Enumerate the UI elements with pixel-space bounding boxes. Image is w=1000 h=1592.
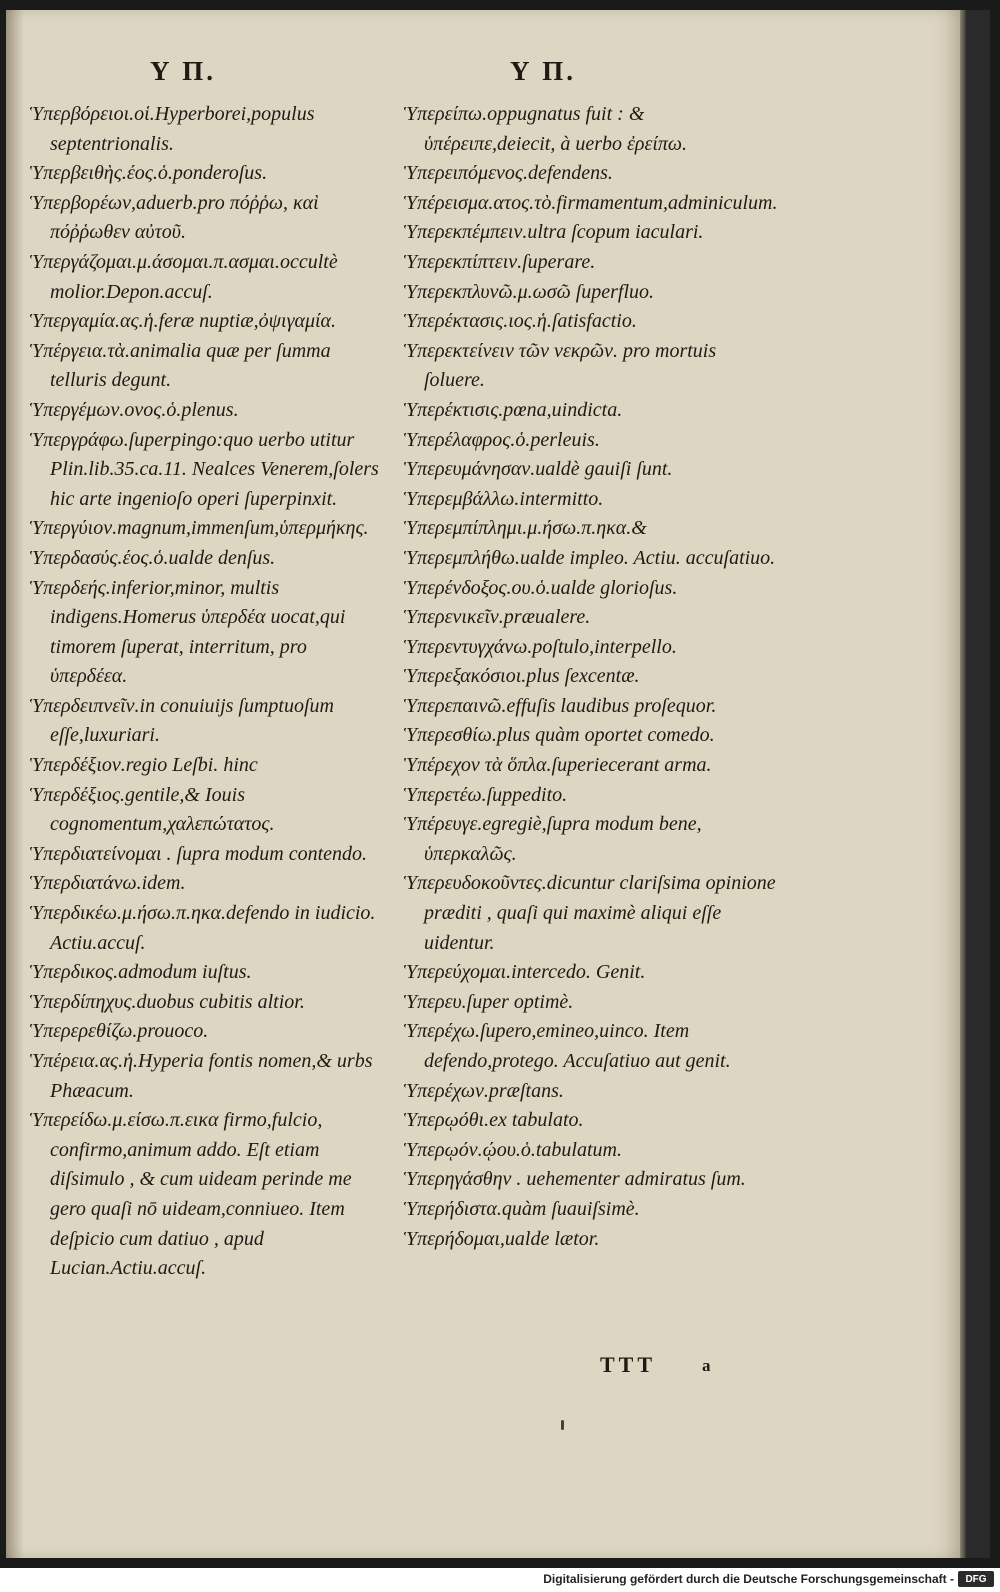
ink-speck [561, 1420, 564, 1430]
dictionary-entry: Ὑπερεκπλυνῶ.μ.ωσῶ ſuperfluo. [404, 280, 655, 303]
footer-bar [0, 1568, 1000, 1592]
dictionary-entry: Ὑπερήδομαι,ualde lætor. [404, 1227, 600, 1250]
dictionary-entry: Ὑπερεύχομαι.intercedo. Genit. [404, 961, 646, 984]
dictionary-entry: Ὑπερετέω.ſuppedito. [404, 783, 568, 806]
dictionary-entry: Ὑπερδίπηχυς.duobus cubitis altior. [30, 990, 305, 1013]
dictionary-entry: Ὑπερῳόν.ῴου.ὁ.tabulatum. [404, 1138, 622, 1161]
dictionary-entry: Ὑπερέχων.præſtans. [404, 1079, 564, 1102]
left-column [30, 100, 382, 1284]
dictionary-entry: Ὑπερδειπνεῖν.in conuiuijs ſumptuoſum eſſe,luxuriari. [30, 694, 334, 747]
dictionary-entry: Ὑπερδικος.admodum iuſtus. [30, 961, 252, 984]
dictionary-entry: Ὑπερήδιστα.quàm ſuauiſsimè. [404, 1197, 640, 1220]
dictionary-entry: Ὑπερεκτείνειν τῶν νεκρῶν. pro mortuis ſoluere. [404, 339, 717, 392]
dictionary-entry: Ὑπερδέξιον.regio Leſbi. hinc [30, 754, 258, 777]
dictionary-entry: Ὑπερευ.ſuper optimè. [404, 990, 574, 1013]
dictionary-entry: Ὑπερένδοξος.ου.ὁ.ualde glorioſus. [404, 576, 678, 599]
dictionary-entry: Ὑπερεσθίω.plus quàm oportet comedo. [404, 724, 715, 747]
dictionary-entry: Ὑπερδικέω.μ.ήσω.π.ηκα.defendo in iudicio. Actiu.accuſ. [30, 902, 376, 954]
dictionary-entry: Ὑπερείπω.oppugnatus fuit : & ὑπέρειπε,deiecit, à uerbo ἐρείπω. [404, 103, 688, 155]
dictionary-entry: Ὑπερευδοκοῦντες.dicuntur clariſsima opinione præditi , quaſi qui maximè aliqui eſſe uidentur. [404, 872, 776, 954]
dictionary-entry: Ὑπεργράφω.ſuperpingo:quo uerbo utitur Plin.lib.35.ca.11. Nealces Venerem,ſolers hic arte ingenioſo operi ſuperpinxit. [30, 428, 379, 510]
dictionary-entry: Ὑπέρεια.ας.ἡ.Hyperia fontis nomen,& urbs Phæacum. [30, 1050, 373, 1102]
dictionary-entry: Ὑπερεκπίπτειν.ſuperare. [404, 250, 596, 273]
dictionary-entry: Ὑπεργάζομαι.μ.άσομαι.π.ασμαι.occultè molior.Depon.accuſ. [30, 250, 338, 303]
page-fold [960, 10, 966, 1558]
right-column [404, 100, 776, 1254]
dictionary-entry: Ὑπερέκτασις.ιος.ἡ.ſatisfactio. [404, 310, 637, 333]
dictionary-entry: Ὑπεργέμων.ονος.ὁ.plenus. [30, 398, 239, 421]
dictionary-entry: Ὑπερείδω.μ.είσω.π.εικα firmo,fulcio, confirmo,animum addo. Eſt etiam diſsimulo , & cum uideam perinde me gero quaſi nō uideam,conniueo. Item deſpicio cum datiuo , apud Lucian.Actiu.accuſ. [30, 1109, 352, 1280]
dictionary-entry: Ὑπερδιατείνομαι . ſupra modum contendo. [30, 842, 368, 865]
dictionary-entry: Ὑπεργύιον.magnum,immenſum,ὑπερμήκης. [30, 517, 369, 540]
dictionary-entry: Ὑπερῳόθι.ex tabulato. [404, 1109, 584, 1132]
dictionary-entry: Ὑπερδασύς.έος.ὁ.ualde denſus. [30, 546, 276, 569]
dfg-logo: DFG [958, 1571, 994, 1587]
dictionary-entry: Ὑπερβειθὴς.έος.ὁ.ponderoſus. [30, 162, 268, 185]
quire-mark: a [702, 1356, 711, 1375]
dictionary-entry: Ὑπερεμβάλλω.intermitto. [404, 487, 604, 510]
dictionary-entry: Ὑπερέλαφρος.ὁ.perleuis. [404, 428, 600, 451]
digitization-credit: Digitalisierung gefördert durch die Deutsche Forschungsgemeinschaft - [543, 1572, 954, 1586]
dictionary-entry: Ὑπέρεισμα.ατος.τὸ.firmamentum,adminiculum. [404, 191, 778, 214]
dictionary-entry: Ὑπέρεχον τὰ ὅπλα.ſuperiecerant arma. [404, 754, 712, 777]
dictionary-entry: Ὑπερδέξιος.gentile,& Iouis cognomentum,χαλεπώτατος. [30, 783, 275, 836]
signature-mark: TTT [600, 1352, 657, 1377]
dictionary-entry: Ὑπερέκτισις.pœna,uindicta. [404, 398, 623, 421]
dictionary-entry: Ὑπερεμπλήθω.ualde impleo. Actiu. accuſatiuo. [404, 546, 776, 569]
dictionary-entry: Ὑπερδεής.inferior,minor, multis indigens.Homerus ὑπερδέα uocat,qui timorem ſuperat, interritum, pro ὑπερδέεα. [30, 576, 346, 688]
dictionary-entry: Ὑπερεκπέμπειν.ultra ſcopum iaculari. [404, 221, 704, 244]
dictionary-entry: Ὑπερενικεῖν.præualere. [404, 606, 591, 629]
dictionary-entry: Ὑπέργεια.τὰ.animalia quæ per ſumma telluris degunt. [30, 339, 331, 392]
dictionary-entry: Ὑπερεξακόσιοι.plus ſexcentæ. [404, 665, 640, 688]
dictionary-entry: Ὑπερεμπίπλημι.μ.ήσω.π.ηκα.& [404, 517, 647, 540]
dictionary-entry: Ὑπερηγάσθην . uehementer admiratus ſum. [404, 1168, 746, 1191]
running-head-left: Υ Π. [150, 56, 216, 86]
dictionary-entry: Ὑπερβόρειοι.οἱ.Hyperborei,populus septentrionalis. [30, 103, 315, 155]
dictionary-entry: Ὑπερειπόμενος.defendens. [404, 162, 613, 185]
page-edge [960, 10, 990, 1558]
dictionary-entry: Ὑπερδιατάνω.idem. [30, 872, 186, 895]
dictionary-entry: Ὑπερερεθίζω.prouoco. [30, 1020, 209, 1043]
dictionary-entry: Ὑπερεπαινῶ.effuſis laudibus proſequor. [404, 694, 717, 717]
dictionary-entry: Ὑπερβορέων,aduerb.pro πόῤῥω, καὶ πόῤῥωθεν αὐτοῦ. [30, 191, 319, 244]
gutter-shadow [6, 10, 24, 1558]
dictionary-entry: Ὑπερευμάνησαν.ualdè gauiſi ſunt. [404, 458, 673, 481]
dictionary-entry: Ὑπεργαμία.ας.ἡ.feræ nuptiæ,ὀψιγαμία. [30, 310, 337, 333]
running-head-right: Υ Π. [510, 56, 576, 86]
dictionary-entry: Ὑπέρευγε.egregiè,ſupra modum bene, ὑπερκαλῶς. [404, 813, 702, 865]
dictionary-entry: Ὑπερέχω.ſupero,emineo,uinco. Item defendo,protego. Accuſatiuo aut genit. [404, 1020, 731, 1072]
dictionary-entry: Ὑπερεντυγχάνω.poſtulo,interpello. [404, 635, 677, 658]
